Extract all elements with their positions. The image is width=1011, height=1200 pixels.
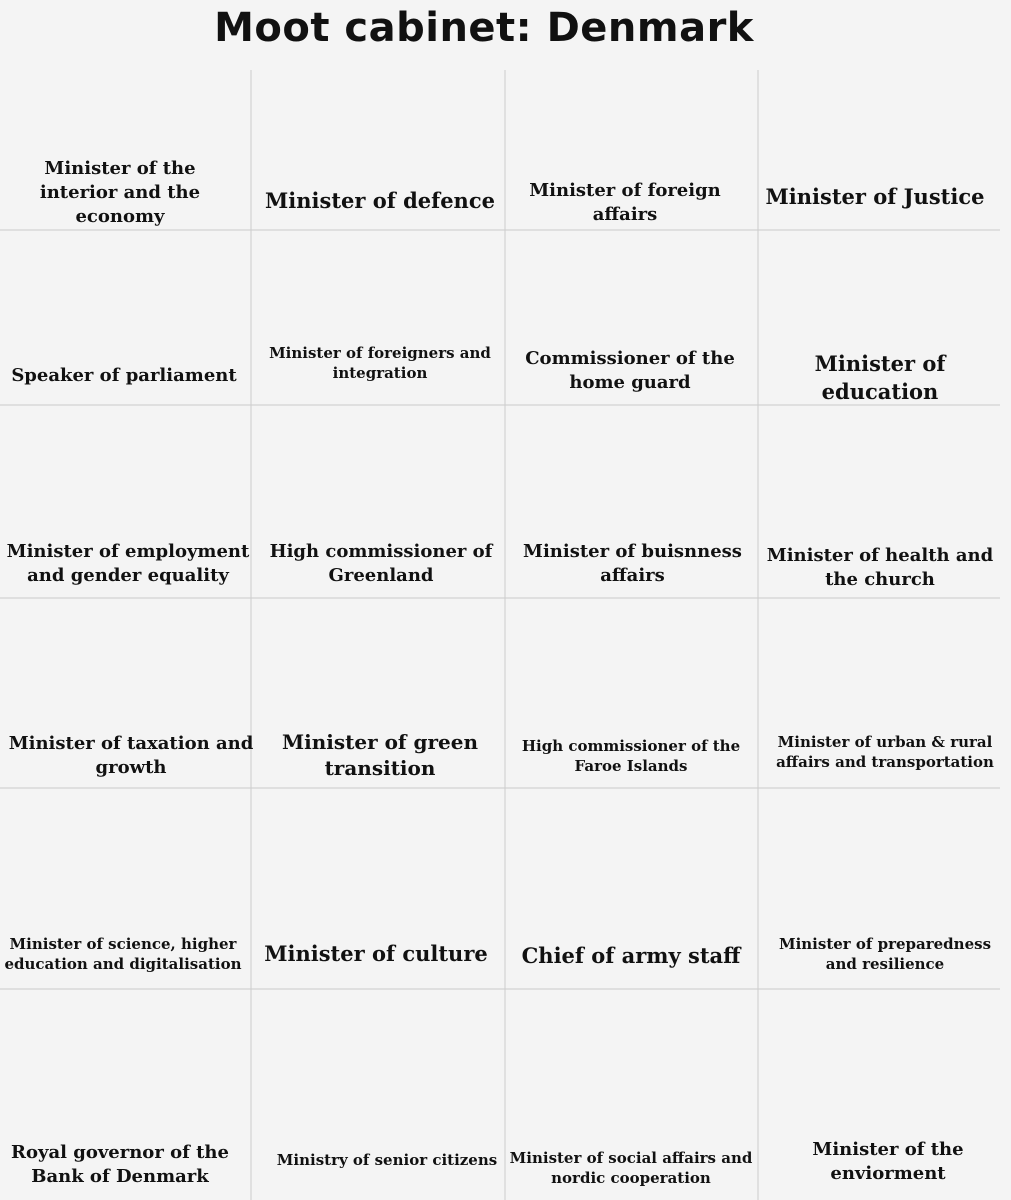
cabinet-position: Ministry of senior citizens [276,1151,498,1170]
column-divider [504,70,506,1200]
cabinet-position: Minister of the enviorment [812,1139,964,1184]
cabinet-position: Minister of green transition [281,729,478,780]
cabinet-position: Minister of social affairs and nordic cooperation [509,1149,753,1187]
cabinet-position: Minister of defence [265,188,495,214]
cabinet-position: Minister of foreigners and integration [269,344,491,382]
cabinet-position: Minister of health and the church [766,545,994,590]
cabinet-position: Minister of foreign affairs [529,180,721,225]
cabinet-position: High commissioner of the Faroe Islands [521,737,741,775]
cabinet-position: Minister of education [814,351,946,404]
cabinet-position: High commissioner of Greenland [269,541,493,586]
cabinet-position: Speaker of parliament [11,365,237,387]
cabinet-position: Minister of culture [264,941,488,967]
cabinet-position: Minister of Justice [765,184,985,210]
cabinet-position: Royal governor of the Bank of Denmark [11,1142,229,1187]
row-divider [0,787,1000,789]
cabinet-position: Minister of urban & rural affairs and transportation [776,733,994,771]
column-divider [250,70,252,1200]
page-title: Moot cabinet: Denmark [214,5,754,51]
cabinet-position: Minister of the interior and the economy [39,158,201,227]
cabinet-position: Minister of taxation and growth [8,733,254,778]
row-divider [0,988,1000,990]
column-divider [757,70,759,1200]
cabinet-position: Commissioner of the home guard [525,348,735,393]
cabinet-position: Minister of buisnness affairs [523,541,742,586]
cabinet-position: Minister of preparedness and resilience [778,935,992,973]
cabinet-position: Minister of science, higher education and digitalisation [4,935,242,973]
cabinet-position: Minister of employment and gender equality [6,541,250,586]
row-divider [0,229,1000,231]
cabinet-position: Chief of army staff [521,943,741,969]
row-divider [0,597,1000,599]
